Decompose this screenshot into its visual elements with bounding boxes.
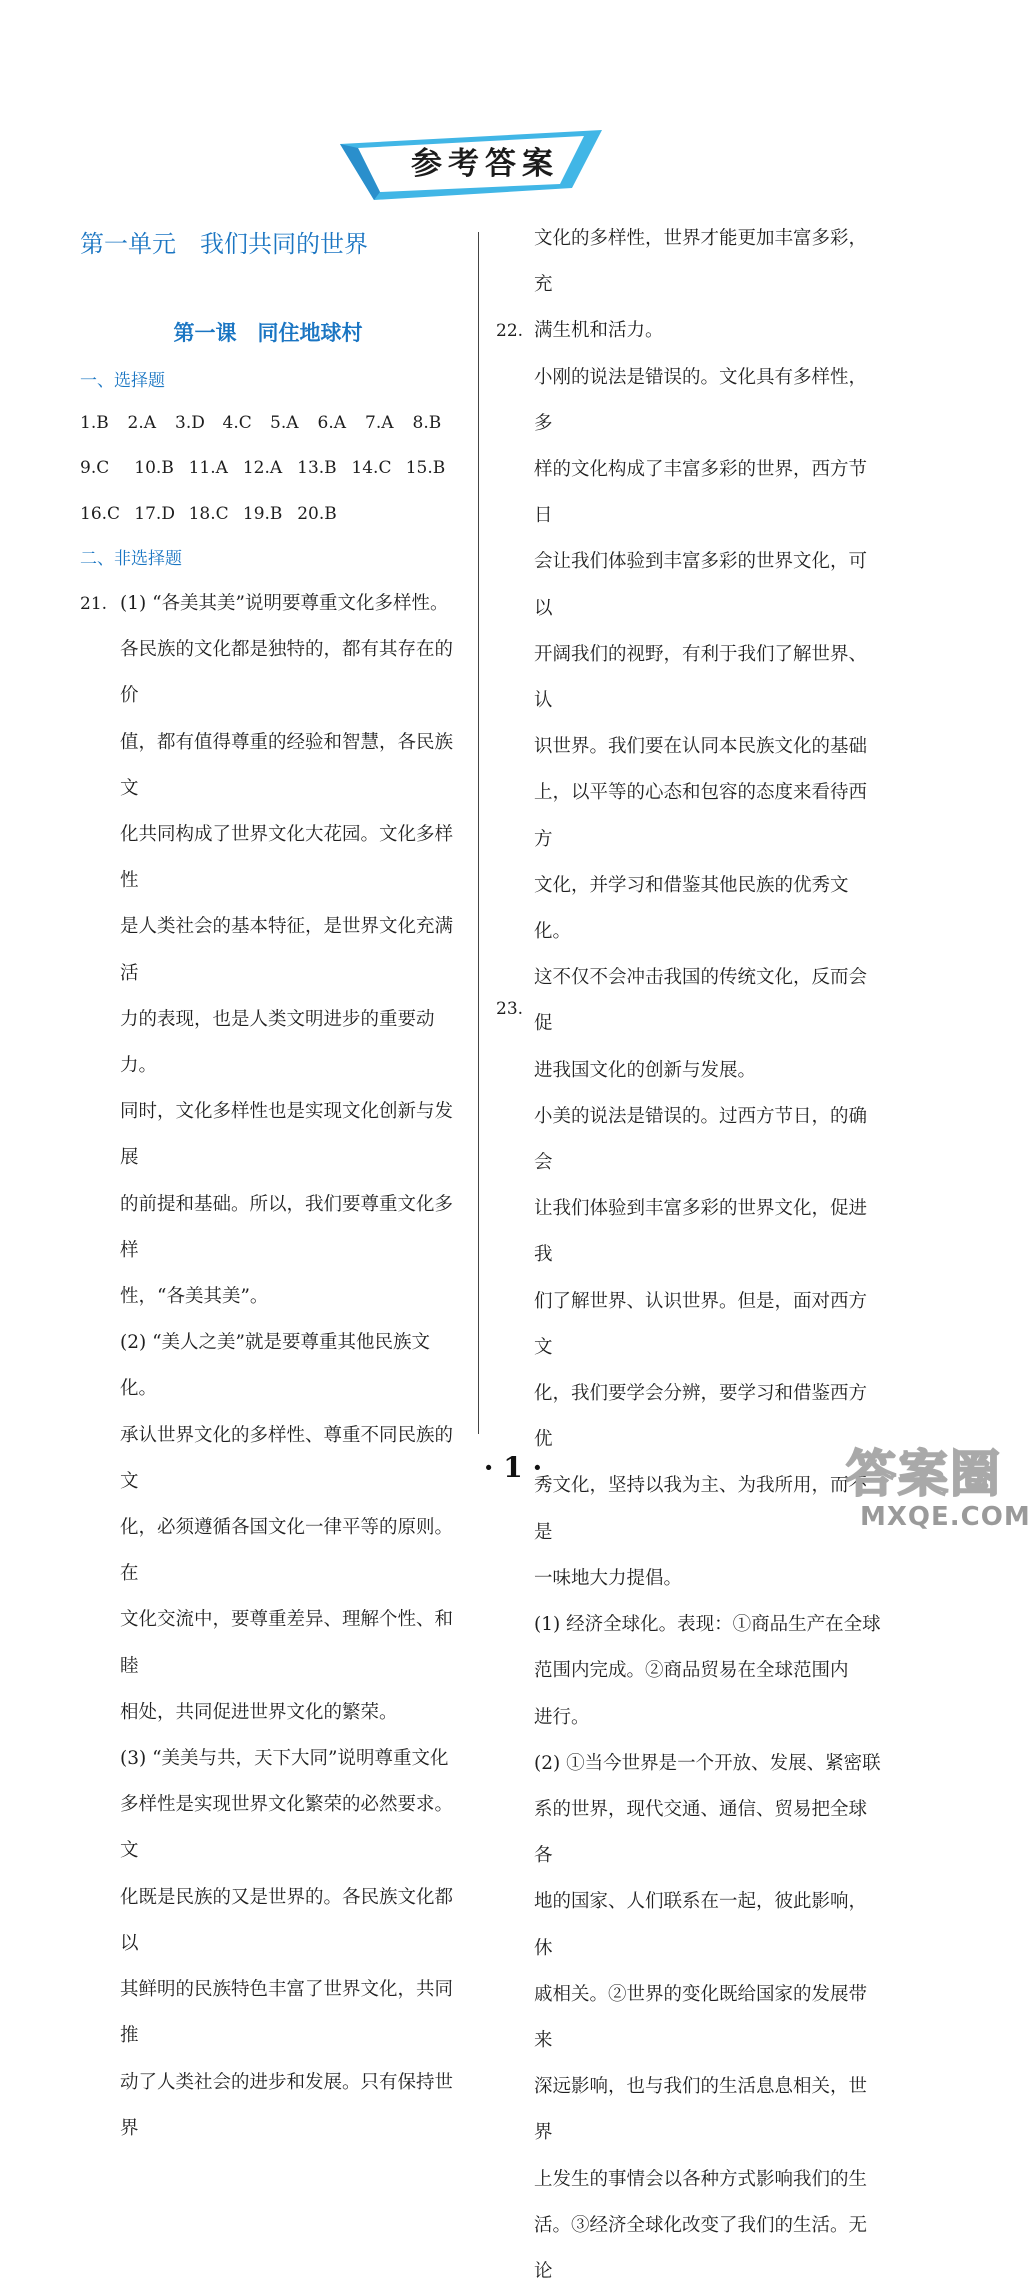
choice-answer: 10.B bbox=[134, 458, 174, 478]
text-line: 化，必须遵循各国文化一律平等的原则。在 bbox=[120, 1517, 454, 1585]
text-line: 化既是民族的又是世界的。各民族文化都以 bbox=[120, 1886, 454, 1954]
watermark-logo bbox=[836, 1428, 1031, 1532]
column-divider bbox=[478, 232, 479, 1434]
text-line: 相处，共同促进世界文化的繁荣。 bbox=[120, 1701, 398, 1723]
choice-answer: 3.D bbox=[175, 413, 205, 433]
right-column-text bbox=[534, 216, 884, 2295]
text-line: 化共同构成了世界文化大花园。文化多样性 bbox=[120, 824, 454, 892]
text-line: 识世界。我们要在认同本民族文化的基础 bbox=[534, 736, 868, 758]
text-line: 让我们体验到丰富多彩的世界文化，促进我 bbox=[534, 1198, 868, 1266]
text-line: 进行。 bbox=[534, 1706, 590, 1728]
answer-banner bbox=[340, 130, 610, 202]
text-line: 小美的说法是错误的。过西方节日，的确会 bbox=[534, 1105, 868, 1174]
question-number: 21. bbox=[80, 594, 108, 614]
text-line: 化，我们要学会分辨，要学习和借鉴西方优 bbox=[534, 1383, 868, 1451]
text-line: 范围内完成。②商品贸易在全球范围内 bbox=[534, 1660, 849, 1682]
text-line: 动了人类社会的进步和发展。只有保持世界 bbox=[120, 2071, 454, 2139]
choice-answer: 7.A bbox=[365, 413, 394, 433]
choice-answer: 17.D bbox=[134, 504, 175, 524]
text-line: 系的世界，现代交通、通信、贸易把全球各 bbox=[534, 1798, 868, 1867]
left-column-text bbox=[120, 581, 465, 2152]
text-line: 性，“各美其美”。 bbox=[120, 1286, 269, 1308]
question-number: 23. bbox=[496, 999, 524, 1019]
choice-answer: 15.B bbox=[405, 458, 446, 478]
text-line: 开阔我们的视野，有利于我们了解世界、认 bbox=[534, 643, 868, 712]
text-line: 是人类社会的基本特征，是世界文化充满活 bbox=[120, 916, 454, 984]
text-line: (1) “各美其美”说明要尊重文化多样性。 bbox=[120, 593, 449, 614]
choice-answer: 8.B bbox=[412, 413, 442, 433]
choice-answer: 1.B bbox=[80, 413, 109, 433]
page-number: · 1 · bbox=[483, 1451, 543, 1484]
choice-answer: 5.A bbox=[270, 413, 299, 433]
text-line: 各民族的文化都是独特的，都有其存在的价 bbox=[120, 639, 454, 707]
text-line: 上发生的事情会以各种方式影响我们的生 bbox=[534, 2168, 868, 2190]
text-line: 承认世界文化的多样性、尊重不同民族的文 bbox=[120, 1424, 454, 1492]
text-line: 文化，并学习和借鉴其他民族的优秀文化。 bbox=[534, 874, 849, 943]
choice-answer-row bbox=[80, 408, 460, 438]
text-line: 深远影响，也与我们的生活息息相关，世界 bbox=[534, 2076, 868, 2144]
choice-answer: 4.C bbox=[222, 413, 252, 433]
choice-answer: 12.A bbox=[242, 458, 283, 478]
choice-answer-row bbox=[80, 453, 460, 483]
text-line: 会让我们体验到丰富多彩的世界文化，可以 bbox=[534, 551, 868, 619]
text-line: (2) ①当今世界是一个开放、发展、紧密联 bbox=[534, 1752, 881, 1774]
text-line: 这不仅不会冲击我国的传统文化，反而会促 bbox=[534, 967, 868, 1035]
choice-answer: 16.C bbox=[80, 504, 121, 524]
text-line: 一味地大力提倡。 bbox=[534, 1567, 683, 1589]
text-line: 们了解世界、认识世界。但是，面对西方文 bbox=[534, 1290, 868, 1358]
choice-answer: 14.C bbox=[351, 458, 392, 478]
text-line: 活。③经济全球化改变了我们的生活。无论 bbox=[534, 2214, 868, 2282]
text-line: (1) 经济全球化。表现：①商品生产在全球 bbox=[534, 1614, 881, 1636]
text-line: 同时，文化多样性也是实现文化创新与发展 bbox=[120, 1101, 454, 1169]
text-line: 其鲜明的民族特色丰富了世界文化，共同推 bbox=[120, 1979, 454, 2047]
text-line: 秀文化，坚持以我为主、为我所用，而不是 bbox=[534, 1475, 868, 1543]
text-line: 戚相关。②世界的变化既给国家的发展带来 bbox=[534, 1983, 868, 2051]
text-line: 的前提和基础。所以，我们要尊重文化多样 bbox=[120, 1193, 454, 1261]
text-line: (3) “美美与共，天下大同”说明尊重文化 bbox=[120, 1748, 449, 1770]
text-line: 上，以平等的心态和包容的态度来看待西方 bbox=[534, 782, 868, 850]
choice-answer: 11.A bbox=[188, 458, 228, 478]
question-number: 22. bbox=[496, 321, 524, 341]
text-line: (2) “美人之美”就是要尊重其他民族文化。 bbox=[120, 1332, 431, 1400]
choice-answer: 6.A bbox=[317, 413, 346, 433]
choice-answer: 20.B bbox=[297, 504, 337, 524]
watermark-logo-text: 答案圈 bbox=[846, 1445, 1002, 1503]
unit-title: 第一单元 我们共同的世界 bbox=[80, 230, 368, 258]
lesson-title: 第一课 同住地球村 bbox=[173, 320, 363, 345]
text-line: 地的国家、人们联系在一起，彼此影响，休 bbox=[534, 1891, 868, 1959]
text-line: 文化交流中，要尊重差异、理解个性、和睦 bbox=[120, 1609, 454, 1677]
choice-answer: 19.B bbox=[242, 504, 283, 524]
text-line: 样的文化构成了丰富多彩的世界，西方节日 bbox=[534, 459, 868, 527]
choice-answer: 18.C bbox=[188, 504, 229, 524]
text-line: 值，都有值得尊重的经验和智慧，各民族文 bbox=[120, 731, 454, 799]
text-line: 力的表现，也是人类文明进步的重要动力。 bbox=[120, 1008, 435, 1077]
section-title-choice: 一、选择题 bbox=[80, 371, 165, 391]
text-line: 文化的多样性，世界才能更加丰富多彩，充 bbox=[534, 228, 868, 296]
choice-answer: 9.C bbox=[80, 458, 110, 478]
banner-title: 参考答案 bbox=[411, 146, 559, 182]
choice-answer: 2.A bbox=[127, 413, 156, 433]
choice-answer: 13.B bbox=[297, 458, 337, 478]
text-line: 满生机和活力。 bbox=[534, 320, 664, 342]
text-line: 进我国文化的创新与发展。 bbox=[534, 1059, 757, 1081]
text-line: 小刚的说法是错误的。文化具有多样性，多 bbox=[534, 366, 868, 434]
section-title-non-choice: 二、非选择题 bbox=[80, 549, 182, 569]
choice-answer-row bbox=[80, 499, 460, 529]
watermark-url: MXQE.COM bbox=[860, 1502, 1031, 1532]
text-line: 多样性是实现世界文化繁荣的必然要求。文 bbox=[120, 1794, 454, 1862]
